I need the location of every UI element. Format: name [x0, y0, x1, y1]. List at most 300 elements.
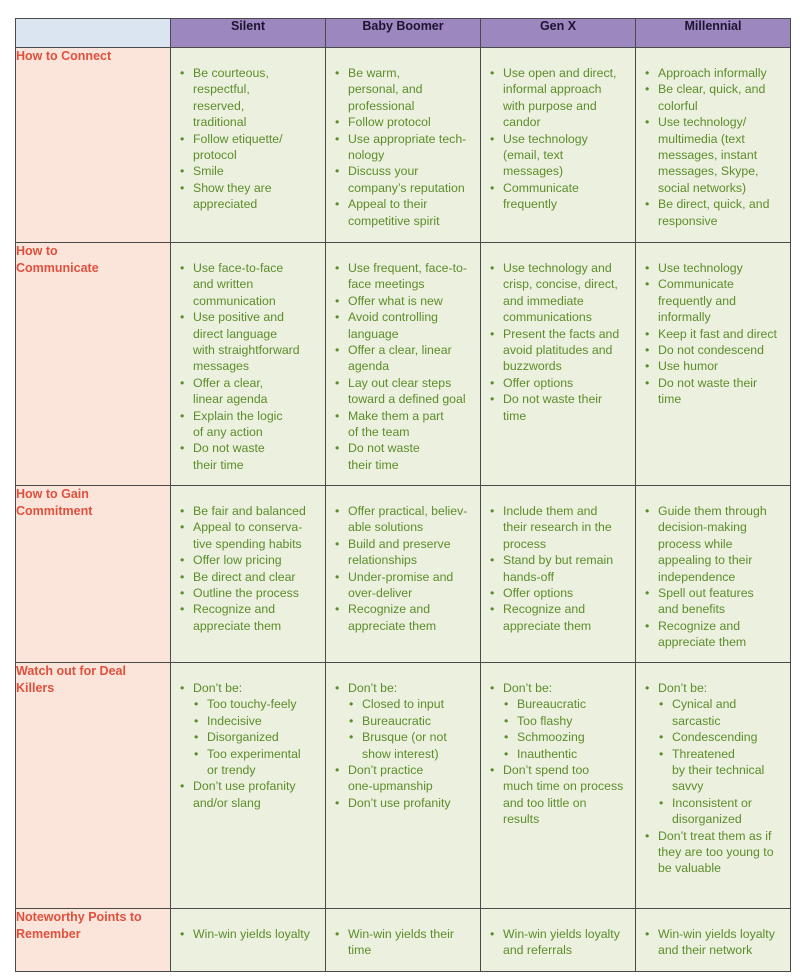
text-line: results	[503, 812, 540, 827]
cell-connect-silent	[171, 48, 326, 243]
bullet-list	[636, 909, 790, 959]
row-communicate	[16, 243, 791, 486]
text-line: nology	[348, 148, 385, 163]
sub-list-item	[193, 729, 321, 745]
list-item	[177, 260, 321, 309]
cell-deal-killers-silent	[171, 663, 326, 909]
text-line: Offer options	[503, 375, 574, 390]
header-row	[16, 19, 791, 48]
list-item	[177, 309, 321, 375]
text-line: Guide them through	[658, 504, 767, 518]
list-item	[487, 601, 631, 634]
bullet-list	[636, 48, 790, 229]
text-line: Don’t use profanity	[193, 779, 296, 794]
cell-commitment-gen-x	[481, 486, 636, 663]
text-line: How to	[16, 244, 58, 258]
list-item	[487, 375, 631, 391]
text-line: and benefits	[658, 602, 726, 617]
text-line: their time	[348, 457, 399, 472]
list-item	[487, 585, 631, 601]
row-label-deal-killers	[16, 663, 171, 909]
list-item	[487, 65, 631, 131]
text-line: appreciate them	[348, 618, 437, 633]
cell-noteworthy-gen-x	[481, 909, 636, 972]
text-line: How to Connect	[16, 49, 112, 63]
bullet-list	[636, 486, 790, 651]
cell-connect-millennial	[636, 48, 791, 243]
text-line: communication	[193, 293, 276, 308]
cell-deal-killers-millennial	[636, 663, 791, 909]
text-line: Appeal to conserva-	[193, 520, 303, 535]
cell-connect-baby-boomer	[326, 48, 481, 243]
text-line: Offer a clear, linear	[348, 343, 452, 358]
bullet-list	[636, 663, 790, 877]
list-item	[642, 326, 786, 342]
bullet-list	[326, 486, 480, 634]
list-item	[177, 408, 321, 441]
cell-deal-killers-gen-x	[481, 663, 636, 909]
text-line: Win-win yields their	[348, 927, 454, 941]
text-line: and referrals	[503, 943, 573, 958]
list-item	[332, 114, 476, 130]
text-line: disorganized	[672, 812, 742, 827]
cell-commitment-millennial	[636, 486, 791, 663]
text-line: Don’t use profanity	[348, 795, 451, 810]
text-line: Under-promise and	[348, 569, 454, 584]
list-item	[332, 260, 476, 293]
text-line: appreciate them	[193, 618, 282, 633]
list-item	[642, 926, 786, 959]
text-line: Win-win yields loyalty	[503, 927, 620, 941]
bullet-list	[171, 243, 325, 473]
list-item	[332, 131, 476, 164]
text-line: Approach informally	[658, 66, 767, 80]
text-line: of the team	[348, 425, 410, 440]
list-item	[332, 408, 476, 441]
sub-list-item	[348, 729, 476, 762]
header-baby-boomer: Baby Boomer	[326, 19, 481, 48]
text-line: over-deliver	[348, 586, 413, 601]
text-line: Noteworthy Points to	[16, 910, 142, 924]
header-millennial: Millennial	[636, 19, 791, 48]
cell-connect-gen-x	[481, 48, 636, 243]
sub-list-item	[503, 713, 631, 729]
text-line: Remember	[16, 926, 81, 941]
text-line: time	[658, 392, 682, 407]
list-item	[487, 260, 631, 326]
text-line: appreciate them	[503, 618, 592, 633]
text-line: Appeal to their	[348, 197, 428, 212]
text-line: Recognize and	[503, 602, 586, 617]
text-line: direct language	[193, 326, 278, 341]
sub-list	[348, 696, 476, 762]
text-line: Recognize and	[658, 618, 741, 633]
sub-list-item	[348, 696, 476, 712]
sub-list-item	[658, 795, 786, 828]
text-line: Cynical and	[672, 697, 737, 712]
list-item	[642, 260, 786, 276]
text-line: messages	[193, 359, 250, 374]
sub-list-container	[487, 696, 631, 762]
text-line: frequently	[503, 197, 558, 212]
list-item	[487, 762, 631, 828]
list-item	[177, 440, 321, 473]
text-line: Closed to input	[362, 697, 445, 712]
text-line: Inauthentic	[517, 746, 578, 761]
text-line: candor	[503, 115, 541, 130]
text-line: Build and preserve	[348, 536, 451, 551]
text-line: communications	[503, 310, 592, 325]
text-line: Condescending	[672, 730, 758, 745]
sub-list	[658, 696, 786, 827]
list-item	[487, 391, 631, 424]
text-line: appreciate them	[658, 635, 747, 650]
text-line: Be courteous,	[193, 66, 269, 80]
text-line: Offer what is new	[348, 293, 443, 308]
text-line: Disorganized	[207, 730, 279, 745]
text-line: crisp, concise, direct,	[503, 277, 618, 292]
cell-commitment-silent	[171, 486, 326, 663]
text-line: Offer low pricing	[193, 553, 282, 568]
text-line: decision-making	[658, 520, 747, 535]
text-line: toward a defined goal	[348, 392, 466, 407]
text-line: buzzwords	[503, 359, 562, 374]
bullet-list	[326, 48, 480, 229]
text-line: Follow protocol	[348, 115, 431, 130]
row-label-connect	[16, 48, 171, 243]
text-line: Too flashy	[517, 713, 573, 728]
text-line: Too experimental	[207, 746, 301, 761]
text-line: much time on process	[503, 779, 624, 794]
list-item	[487, 503, 631, 552]
list-item	[332, 163, 476, 196]
header-gen-x: Gen X	[481, 19, 636, 48]
sub-list-item	[658, 696, 786, 729]
bullet-list	[481, 48, 635, 213]
sub-list-item	[503, 746, 631, 762]
bullet-list	[171, 486, 325, 634]
text-line: language	[348, 326, 399, 341]
text-line: show interest)	[362, 746, 439, 761]
text-line: relationships	[348, 553, 418, 568]
text-line: Use frequent, face-to-	[348, 261, 467, 275]
text-line: reserved,	[193, 98, 245, 113]
cell-noteworthy-silent	[171, 909, 326, 972]
text-line: Follow etiquette/	[193, 131, 283, 146]
sub-list-item	[503, 729, 631, 745]
text-line: social networks)	[658, 180, 747, 195]
text-line: Commitment	[16, 503, 93, 518]
cell-communicate-silent	[171, 243, 326, 486]
text-line: Brusque (or not	[362, 730, 447, 745]
list-item	[487, 680, 631, 696]
row-deal-killers	[16, 663, 791, 909]
sub-list-item	[658, 729, 786, 745]
sub-list-item	[658, 746, 786, 795]
header-silent: Silent	[171, 19, 326, 48]
list-item	[332, 293, 476, 309]
bullet-list	[481, 486, 635, 634]
list-item	[332, 503, 476, 536]
row-connect	[16, 48, 791, 243]
sub-list-container	[332, 696, 476, 762]
text-line: Offer practical, believ-	[348, 504, 468, 518]
text-line: protocol	[193, 148, 237, 163]
sub-list-container	[642, 696, 786, 827]
text-line: Communicate	[16, 260, 99, 275]
text-line: be valuable	[658, 861, 721, 876]
sub-list	[503, 696, 631, 762]
row-label-noteworthy	[16, 909, 171, 972]
text-line: frequently and	[658, 293, 736, 308]
list-item	[177, 680, 321, 696]
list-item	[332, 536, 476, 569]
text-line: one-upmanship	[348, 779, 433, 794]
text-line: traditional	[193, 115, 247, 130]
list-item	[642, 342, 786, 358]
list-item	[332, 795, 476, 811]
text-line: with purpose and	[503, 98, 597, 113]
text-line: time	[348, 943, 372, 958]
text-line: respectful,	[193, 82, 250, 97]
text-line: process	[503, 536, 547, 551]
text-line: Don’t practice	[348, 763, 424, 778]
list-item	[332, 342, 476, 375]
text-line: responsive	[658, 213, 718, 228]
sub-list-container	[177, 696, 321, 778]
cell-deal-killers-baby-boomer	[326, 663, 481, 909]
bullet-list	[326, 243, 480, 473]
list-item	[642, 503, 786, 585]
list-item	[487, 552, 631, 585]
sub-list-item	[193, 696, 321, 712]
text-line: Make them a part	[348, 408, 444, 423]
text-line: Schmoozing	[517, 730, 585, 745]
text-line: their research in the	[503, 520, 612, 535]
text-line: Explain the logic	[193, 408, 283, 423]
text-line: Indecisive	[207, 713, 262, 728]
list-item	[177, 926, 321, 942]
text-line: Inconsistent or	[672, 795, 752, 810]
text-line: sarcastic	[672, 713, 721, 728]
bullet-list	[171, 909, 325, 942]
list-item	[177, 552, 321, 568]
text-line: Use technology	[503, 131, 588, 146]
text-line: avoid platitudes and	[503, 343, 613, 358]
list-item	[642, 276, 786, 325]
text-line: or trendy	[207, 763, 256, 778]
list-item	[487, 180, 631, 213]
bullet-list	[326, 663, 480, 811]
text-line: linear agenda	[193, 392, 268, 407]
cell-noteworthy-millennial	[636, 909, 791, 972]
list-item	[642, 828, 786, 877]
cell-communicate-gen-x	[481, 243, 636, 486]
bullet-list	[326, 909, 480, 959]
text-line: Too touchy-feely	[207, 697, 297, 712]
text-line: Present the facts and	[503, 326, 620, 341]
text-line: Don’t be:	[193, 681, 243, 695]
list-item	[642, 375, 786, 408]
text-line: Watch out for Deal	[16, 664, 126, 678]
text-line: informally	[658, 310, 711, 325]
text-line: Recognize and	[348, 602, 431, 617]
list-item	[642, 680, 786, 696]
list-item	[487, 926, 631, 959]
text-line: savvy	[672, 779, 704, 794]
text-line: personal, and	[348, 82, 423, 97]
text-line: Be direct and clear	[193, 569, 296, 584]
sub-list-item	[193, 713, 321, 729]
text-line: by their technical	[672, 763, 765, 778]
text-line: Smile	[193, 164, 224, 179]
text-line: process while	[658, 536, 733, 551]
list-item	[177, 131, 321, 164]
text-line: hands-off	[503, 569, 555, 584]
text-line: time	[503, 408, 527, 423]
text-line: Be clear, quick, and	[658, 82, 766, 97]
text-line: Recognize and	[193, 602, 276, 617]
row-label-commitment	[16, 486, 171, 663]
text-line: with straightforward	[193, 343, 300, 358]
text-line: Offer a clear,	[193, 375, 264, 390]
list-item	[332, 65, 476, 114]
list-item	[487, 326, 631, 375]
text-line: Be direct, quick, and	[658, 197, 770, 212]
text-line: Include them and	[503, 504, 598, 518]
cell-communicate-baby-boomer	[326, 243, 481, 486]
list-item	[642, 618, 786, 651]
list-item	[642, 81, 786, 114]
text-line: Use technology	[658, 261, 743, 275]
text-line: Use face-to-face	[193, 261, 284, 275]
text-line: Bureaucratic	[517, 697, 587, 712]
cell-commitment-baby-boomer	[326, 486, 481, 663]
list-item	[177, 163, 321, 179]
text-line: Use technology and	[503, 261, 612, 275]
text-line: Offer options	[503, 586, 574, 601]
list-item	[177, 65, 321, 131]
row-label-communicate	[16, 243, 171, 486]
list-item	[177, 601, 321, 634]
list-item	[642, 585, 786, 618]
text-line: their time	[193, 457, 244, 472]
bullet-list	[481, 663, 635, 828]
corner-cell	[16, 19, 171, 48]
list-item	[177, 569, 321, 585]
table-body	[16, 48, 791, 972]
list-item	[177, 778, 321, 811]
cell-noteworthy-baby-boomer	[326, 909, 481, 972]
bullet-list	[171, 663, 325, 811]
text-line: messages, instant	[658, 148, 758, 163]
text-line: Use humor	[658, 359, 719, 374]
text-line: appreciated	[193, 197, 258, 212]
text-line: messages)	[503, 164, 564, 179]
list-item	[332, 680, 476, 696]
text-line: Don’t be:	[658, 681, 708, 695]
sub-list-item	[193, 746, 321, 779]
text-line: Bureaucratic	[362, 713, 432, 728]
bullet-list	[481, 243, 635, 424]
cell-communicate-millennial	[636, 243, 791, 486]
list-item	[332, 569, 476, 602]
text-line: tive spending habits	[193, 536, 302, 551]
text-line: they are too young to	[658, 845, 774, 860]
text-line: able solutions	[348, 520, 424, 535]
list-item	[642, 114, 786, 196]
list-item	[332, 440, 476, 473]
list-item	[332, 196, 476, 229]
text-line: face meetings	[348, 277, 425, 292]
list-item	[177, 585, 321, 601]
list-item	[332, 309, 476, 342]
text-line: Spell out features	[658, 586, 754, 601]
text-line: colorful	[658, 98, 698, 113]
bullet-list	[481, 909, 635, 959]
text-line: Do not waste	[348, 441, 420, 456]
text-line: and immediate	[503, 293, 584, 308]
text-line: Outline the process	[193, 586, 299, 601]
text-line: company’s reputation	[348, 180, 465, 195]
list-item	[332, 762, 476, 795]
text-line: and written	[193, 277, 254, 292]
list-item	[487, 131, 631, 180]
text-line: Do not waste	[193, 441, 265, 456]
text-line: Use open and direct,	[503, 66, 617, 80]
text-line: Be warm,	[348, 66, 400, 80]
text-line: Do not waste their	[658, 375, 758, 390]
text-line: and/or slang	[193, 795, 261, 810]
list-item	[332, 601, 476, 634]
text-line: agenda	[348, 359, 390, 374]
text-line: Win-win yields loyalty	[658, 927, 775, 941]
generations-table	[15, 18, 791, 972]
text-line: messages, Skype,	[658, 164, 759, 179]
text-line: professional	[348, 98, 415, 113]
text-line: Be fair and balanced	[193, 504, 306, 518]
text-line: How to Gain	[16, 487, 89, 501]
text-line: Communicate	[503, 180, 579, 195]
text-line: Use positive and	[193, 310, 284, 325]
list-item	[177, 180, 321, 213]
list-item	[177, 519, 321, 552]
text-line: Show they are	[193, 180, 272, 195]
text-line: Threatened	[672, 746, 735, 761]
sub-list	[193, 696, 321, 778]
list-item	[332, 375, 476, 408]
list-item	[332, 926, 476, 959]
bullet-list	[636, 243, 790, 408]
text-line: Keep it fast and direct	[658, 326, 777, 341]
list-item	[177, 375, 321, 408]
text-line: Use technology/	[658, 115, 747, 130]
text-line: competitive spirit	[348, 213, 440, 228]
text-line: appealing to their	[658, 553, 753, 568]
text-line: Discuss your	[348, 164, 419, 179]
text-line: Stand by but remain	[503, 553, 614, 568]
text-line: Do not condescend	[658, 343, 764, 358]
row-commitment	[16, 486, 791, 663]
text-line: independence	[658, 569, 736, 584]
row-noteworthy	[16, 909, 791, 972]
text-line: Communicate	[658, 277, 734, 292]
text-line: Don’t spend too	[503, 763, 590, 778]
text-line: Avoid controlling	[348, 310, 439, 325]
text-line: of any action	[193, 425, 263, 440]
text-line: Don’t treat them as if	[658, 828, 772, 843]
text-line: and their network	[658, 943, 753, 958]
